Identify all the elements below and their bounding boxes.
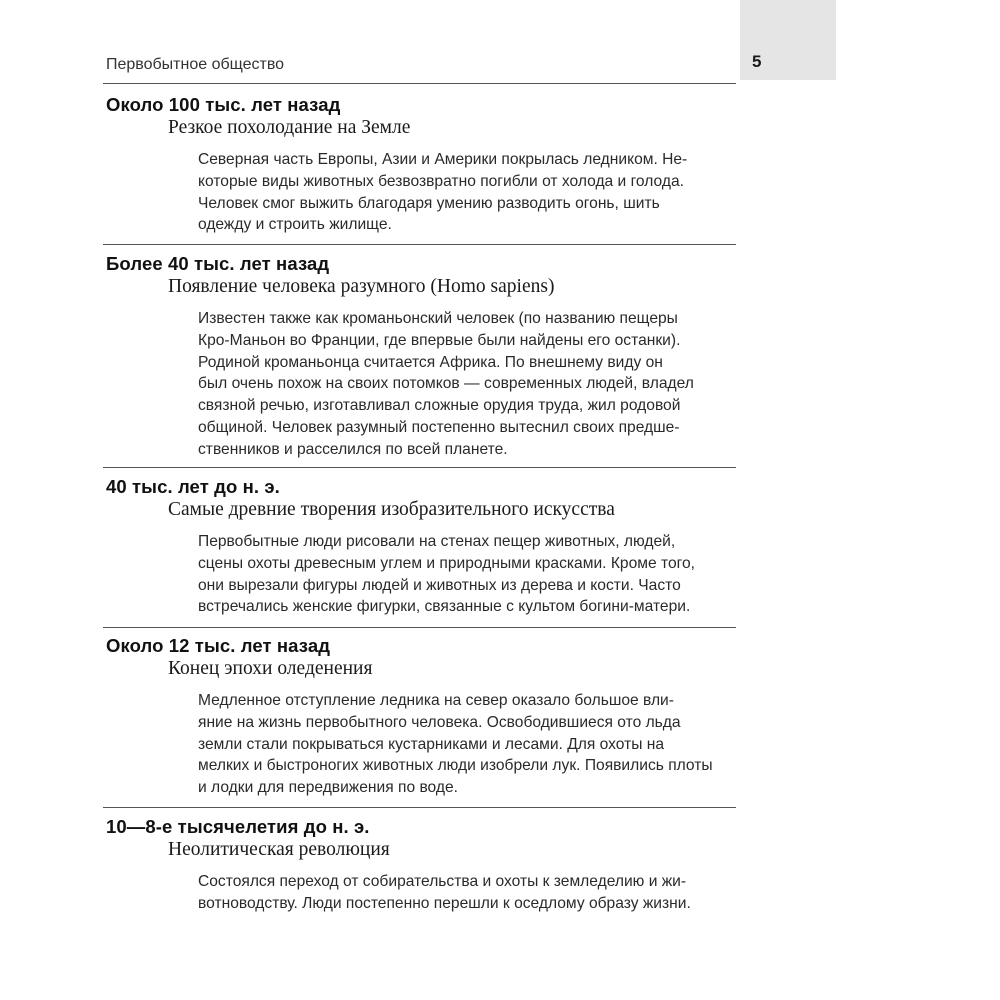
entry-title: Резкое похолодание на Земле (168, 117, 411, 138)
entry-title: Конец эпохи оледенения (168, 658, 373, 679)
text-line: связной речью, изготавливал сложные орудия труда, жил родовой (198, 397, 681, 415)
text-line: которые виды животных безвозвратно погибли от холода и голода. (198, 172, 684, 190)
text-line: Состоялся переход от собирательства и охоты к земледелию и жи- (198, 873, 687, 890)
text-line: Северная часть Европы, Азии и Америки покрылась ледником. Не- (198, 151, 688, 168)
entry-text (198, 871, 710, 915)
text-line: Первобытные люди рисовали на стенах пещер животных, людей, (198, 533, 676, 550)
text-line: мелких и быстроногих животных люди изобрели лук. Появились плоты (198, 757, 713, 775)
text-line: Кро-Маньон во Франции, где впервые были найдены его останки). (198, 331, 681, 349)
text-line: земли стали покрываться кустарниками и лесами. Для охоты на (198, 735, 665, 753)
entry-title: Самые древние творения изобразительного искусства (168, 499, 615, 520)
text-line: одежду и строить жилище. (198, 216, 392, 234)
entry-date: Около 100 тыс. лет назад (106, 94, 341, 115)
entry-divider (103, 627, 736, 628)
entry-divider (103, 244, 736, 245)
header-divider (103, 83, 736, 84)
page-number: 5 (752, 52, 762, 71)
text-line: яние на жизнь первобытного человека. Освободившиеся ото льда (198, 713, 681, 731)
entry-title: Появление человека разумного (Homo sapiens) (168, 276, 555, 297)
entry-divider (103, 467, 736, 468)
entry-date: 10—8-е тысячелетия до н. э. (106, 816, 370, 837)
entry-date: Около 12 тыс. лет назад (106, 635, 331, 656)
text-line: и лодки для передвижения по воде. (198, 779, 458, 797)
text-line: вотноводству. Люди постепенно перешли к оседлому образу жизни. (198, 894, 691, 912)
entry-text (198, 690, 713, 799)
entry-divider (103, 807, 736, 808)
running-header: Первобытное общество (106, 56, 285, 73)
entry-title: Неолитическая революция (168, 839, 390, 860)
entry-date: Более 40 тыс. лет назад (106, 253, 330, 274)
text-line: Человек смог выжить благодаря умению разводить огонь, шить (198, 194, 660, 212)
text-line: Известен также как кроманьонский человек (по названию пещеры (198, 310, 678, 327)
text-line: встречались женские фигурки, связанные с культом богини-матери. (198, 598, 691, 616)
entry-text (198, 149, 710, 236)
entry-text (198, 531, 710, 618)
entry-date: 40 тыс. лет до н. э. (106, 476, 280, 497)
text-line: ственников и расселился по всей планете. (198, 440, 508, 458)
text-line: был очень похож на своих потомков — современных людей, владел (198, 375, 694, 393)
text-line: Медленное отступление ледника на север оказало большое вли- (198, 692, 674, 709)
text-line: Родиной кроманьонца считается Африка. По внешнему виду он (198, 353, 663, 371)
text-line: сцены охоты древесным углем и природными красками. Кроме того, (198, 554, 695, 572)
entry-text (198, 308, 710, 461)
text-line: общиной. Человек разумный постепенно вытеснил своих предше- (198, 418, 680, 436)
text-line: они вырезали фигуры людей и животных из дерева и кости. Часто (198, 576, 681, 594)
